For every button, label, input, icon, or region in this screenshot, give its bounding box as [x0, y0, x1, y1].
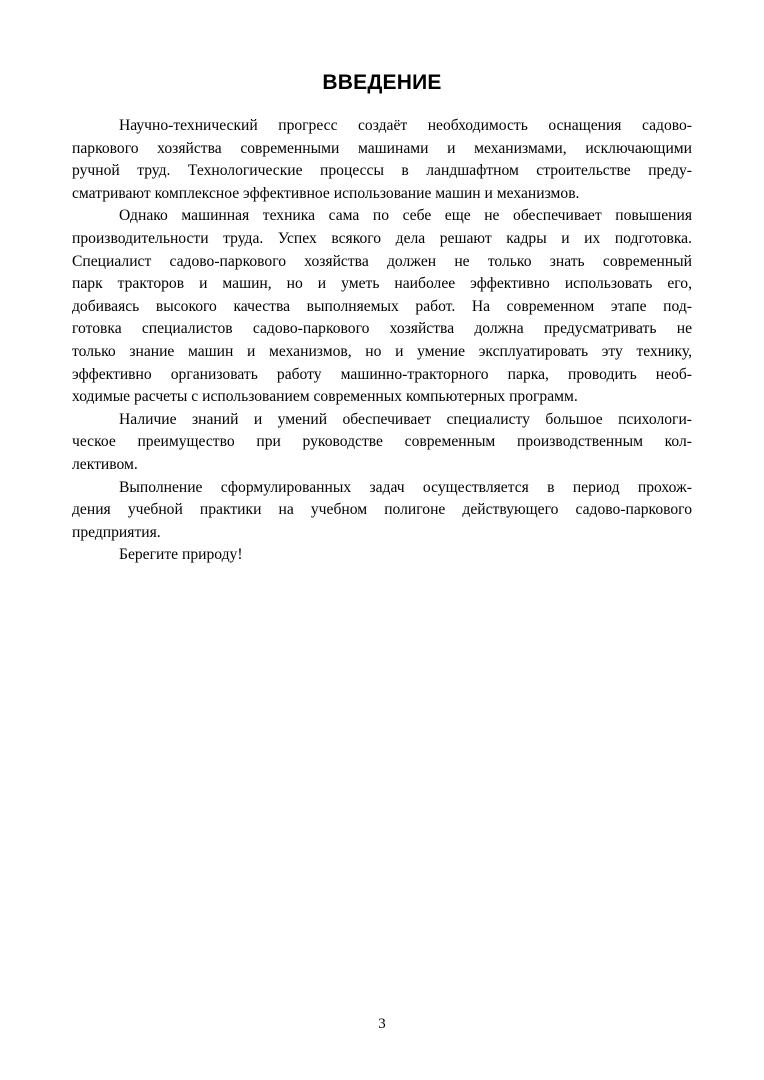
text-line: добиваясь высокого качества выполняемых работ. На современном этапе под-	[72, 297, 692, 315]
text-line: ческое преимущество при руководстве современным производственным кол-	[72, 433, 692, 451]
paragraph-5	[72, 544, 692, 567]
text-line: Берегите природу!	[119, 546, 243, 564]
text-line: Специалист садово-паркового хозяйства должен не только знать современный	[72, 252, 692, 270]
paragraph-3	[72, 409, 692, 477]
text-line: ходимые расчеты с использованием современных компьютерных программ.	[72, 388, 578, 406]
text-line: предприятия.	[72, 523, 161, 541]
page-number: 3	[378, 1016, 386, 1032]
text-line: производительности труда. Успех всякого дела решают кадры и их подготовка.	[72, 229, 692, 247]
text-line: Однако машинная техника сама по себе еще не обеспечивает повышения	[119, 207, 692, 225]
text-line: Наличие знаний и умений обеспечивает специалисту большое психологи-	[119, 410, 692, 428]
paragraph-1	[72, 115, 692, 205]
text-line: дения учебной практики на учебном полигоне действующего садово-паркового	[72, 501, 692, 519]
text-line: Научно-технический прогресс создаёт необходимость оснащения садово-	[119, 117, 692, 134]
text-line: ручной труд. Технологические процессы в ландшафтном строительстве преду-	[72, 162, 692, 180]
text-line: лективом.	[72, 455, 138, 473]
page-title: ВВЕДЕНИЕ	[322, 71, 442, 94]
paragraph-4	[72, 477, 692, 545]
text-line: сматривают комплексное эффективное использование машин и механизмов.	[72, 184, 580, 202]
text-line: эффективно организовать работу машинно-тракторного парка, проводить необ-	[72, 365, 692, 383]
paragraph-2	[72, 205, 692, 408]
text-line: парк тракторов и машин, но и уметь наиболее эффективно использовать его,	[72, 275, 692, 293]
text-line: Выполнение сформулированных задач осуществляется в период прохож-	[119, 478, 692, 496]
body-text	[72, 115, 692, 567]
text-line: готовка специалистов садово-паркового хозяйства должна предусматривать не	[72, 320, 692, 338]
text-line: только знание машин и механизмов, но и умение эксплуатировать эту технику,	[72, 342, 692, 360]
text-line: паркового хозяйства современными машинами и механизмами, исключающими	[72, 139, 692, 157]
